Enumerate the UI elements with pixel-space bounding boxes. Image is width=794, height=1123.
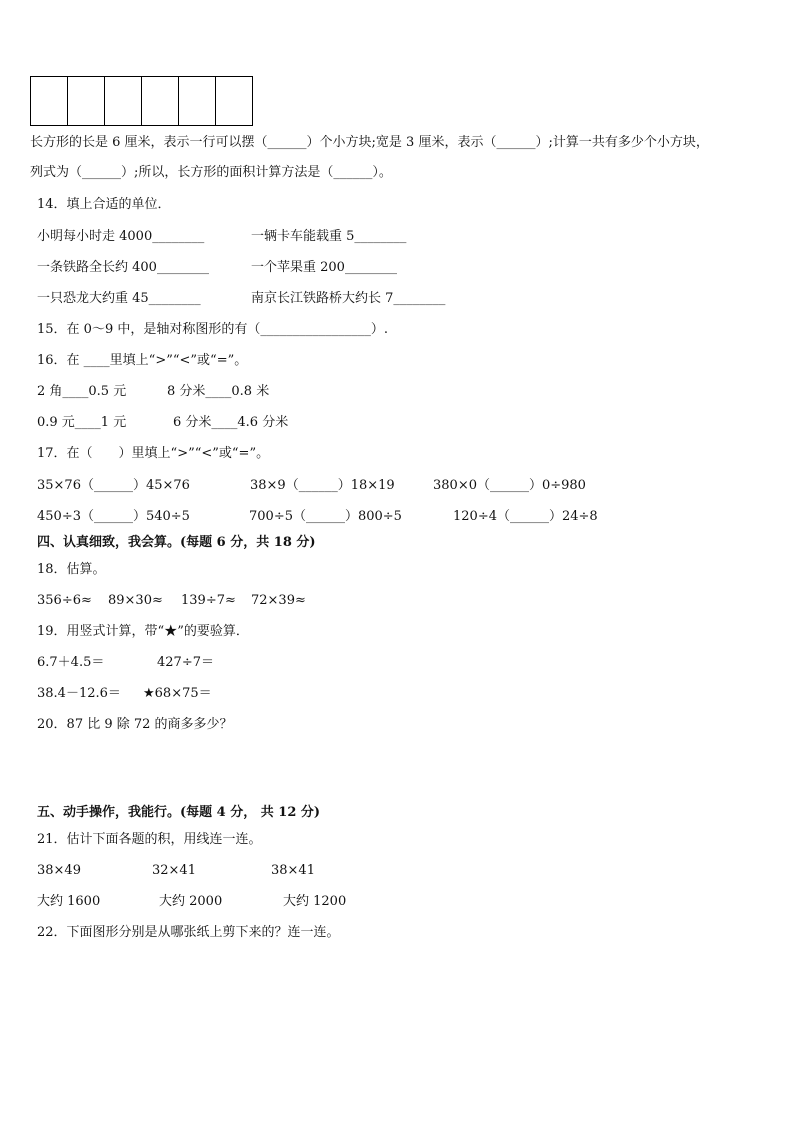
q17-item: 35×76（______）45×76	[37, 478, 190, 493]
q15-title: 15．在 0～9 中，是轴对称图形的有（_________________）.	[37, 322, 388, 337]
section-4-heading: 四、认真细致，我会算。(每题 6 分，共 18 分)	[37, 535, 316, 550]
q19-item: 427÷7＝	[157, 655, 214, 670]
q14-item: 一只恐龙大约重 45________	[37, 291, 201, 306]
grid-cell	[216, 77, 253, 125]
q18-item: 72×39≈	[251, 593, 306, 608]
q14-item: 一条铁路全长约 400________	[37, 260, 209, 275]
grid-cell	[179, 77, 216, 125]
grid-cell	[105, 77, 142, 125]
q14-item: 一个苹果重 200________	[251, 260, 397, 275]
section-5-heading: 五、动手操作，我能行。(每题 4 分， 共 12 分)	[37, 805, 321, 820]
q21-expression: 38×41	[271, 863, 315, 878]
grid-cell	[68, 77, 105, 125]
q18-item: 139÷7≈	[181, 593, 236, 608]
q16-item: 6 分米____4.6 分米	[173, 415, 289, 430]
q19-item: ★68×75＝	[143, 686, 212, 701]
q17-item: 450÷3（______）540÷5	[37, 509, 190, 524]
q14-item: 一辆卡车能载重 5________	[251, 229, 407, 244]
q19-item: 6.7＋4.5＝	[37, 655, 105, 670]
q17-item: 38×9（______）18×19	[250, 478, 395, 493]
rect-question-line2: 列式为（______）;所以，长方形的面积计算方法是（______）。	[30, 165, 392, 180]
q19-item: 38.4－12.6＝	[37, 686, 121, 701]
q14-item: 小明每小时走 4000________	[37, 229, 205, 244]
q16-title: 16．在 ____里填上“>”“<”或“=”。	[37, 353, 248, 368]
q21-title: 21．估计下面各题的积，用线连一连。	[37, 832, 262, 847]
q14-title: 14．填上合适的单位．	[37, 197, 171, 212]
rect-question-line1: 长方形的长是 6 厘米，表示一行可以摆（______）个小方块;宽是 3 厘米，表示（______）;计算一共有多少个小方块，	[30, 135, 709, 150]
q21-answer: 大约 2000	[159, 894, 223, 909]
grid-cell	[142, 77, 179, 125]
q21-expression: 32×41	[152, 863, 196, 878]
q16-item: 0.9 元____1 元	[37, 415, 127, 430]
q17-title: 17．在（ ）里填上“>”“<”或“=”。	[37, 446, 270, 461]
q22-title: 22．下面图形分别是从哪张纸上剪下来的？连一连。	[37, 925, 340, 940]
q21-expression: 38×49	[37, 863, 81, 878]
q21-answer: 大约 1200	[283, 894, 347, 909]
q18-item: 89×30≈	[108, 593, 163, 608]
q14-item: 南京长江铁路桥大约长 7________	[251, 291, 446, 306]
q19-title: 19．用竖式计算，带“★”的要验算．	[37, 624, 249, 639]
square-grid	[30, 76, 253, 126]
q20-title: 20．87 比 9 除 72 的商多多少？	[37, 717, 233, 732]
q17-item: 380×0（______）0÷980	[433, 478, 586, 493]
q17-item: 120÷4（______）24÷8	[453, 509, 598, 524]
grid-cell	[31, 77, 68, 125]
q18-title: 18．估算。	[37, 562, 106, 577]
q17-item: 700÷5（______）800÷5	[249, 509, 402, 524]
q21-answer: 大约 1600	[37, 894, 101, 909]
q16-item: 8 分米____0.8 米	[167, 384, 270, 399]
q18-item: 356÷6≈	[37, 593, 92, 608]
q16-item: 2 角____0.5 元	[37, 384, 127, 399]
